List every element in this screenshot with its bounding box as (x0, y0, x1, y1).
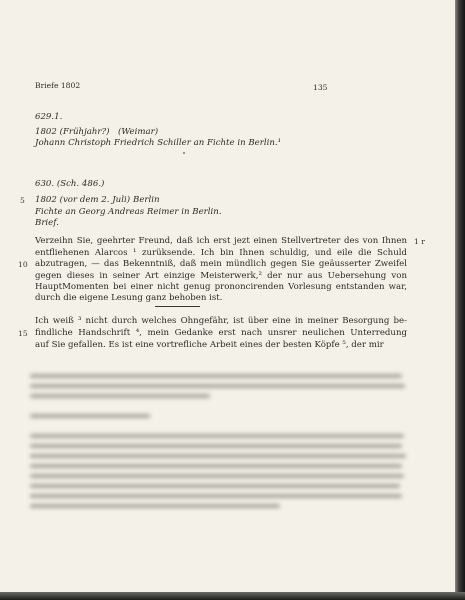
book-edge-bottom (0, 592, 465, 600)
margin-note: 1 r (414, 237, 425, 246)
letter-630-place: Berlin (133, 195, 160, 205)
letter-629-sender-recipient: Johann Christoph Friedrich Schiller an Fichte in Berlin.¹ (35, 138, 282, 148)
page-number: 135 (313, 83, 328, 92)
paragraph-1-line: abzutragen, — das Bekenntniß, daß mein mündlich gegen Sie geäusserter Zweifel (35, 259, 407, 269)
paragraph-1-line: gegen dieses in seiner Art einzige Meisterwerk,² der nur aus Uebersehung von (35, 271, 407, 281)
paragraph-1-line: durch die eigene Lesung ganz behoben ist. (35, 293, 223, 303)
letter-629-date: 1802 (Frühjahr?) (35, 127, 110, 137)
letter-629-place: (Weimar) (118, 127, 159, 137)
line-number-5: 5 (20, 196, 25, 205)
paragraph-2-line: auf Sie gefallen. Es ist eine vortrefliche Arbeit eines der besten Köpfe ⁵, der mir (35, 340, 384, 350)
letter-629-number: 629.1. (35, 112, 63, 122)
paragraph-2-line: Ich weiß ³ nicht durch welches Ohngefähr, ist über eine in meiner Besorgung be- (35, 316, 407, 326)
running-head: Briefe 1802 (35, 81, 81, 90)
letter-630-type: Brief. (35, 218, 59, 228)
line-number-15: 15 (18, 329, 28, 338)
letter-630-date: 1802 (vor dem 2. Juli) (35, 195, 131, 205)
paragraph-1-line: entfliehenen Alarcos ¹ zurüksende. Ich bin Ihnen schuldig, und eile die Schuld (35, 248, 407, 258)
stray-mark (183, 152, 185, 154)
letter-630-sender-recipient: Fichte an Georg Andreas Reimer in Berlin. (35, 207, 222, 217)
blurred-footnotes (30, 370, 410, 515)
paragraph-2-line: findliche Handschrift ⁴, mein Gedanke erst nach unsrer neulichen Unterredung (35, 328, 407, 338)
line-number-10: 10 (18, 260, 28, 269)
book-edge-right (455, 0, 465, 600)
paragraph-1-line: HauptMomenten bei einer nicht genug prononcirenden Vorlesung entstanden war, (35, 282, 407, 292)
paragraph-1-line: Verzeihn Sie, geehrter Freund, daß ich erst jezt einen Stellvertreter des von Ihnen (35, 236, 407, 246)
letter-630-number: 630. (Sch. 486.) (35, 179, 105, 189)
section-separator (155, 306, 200, 307)
